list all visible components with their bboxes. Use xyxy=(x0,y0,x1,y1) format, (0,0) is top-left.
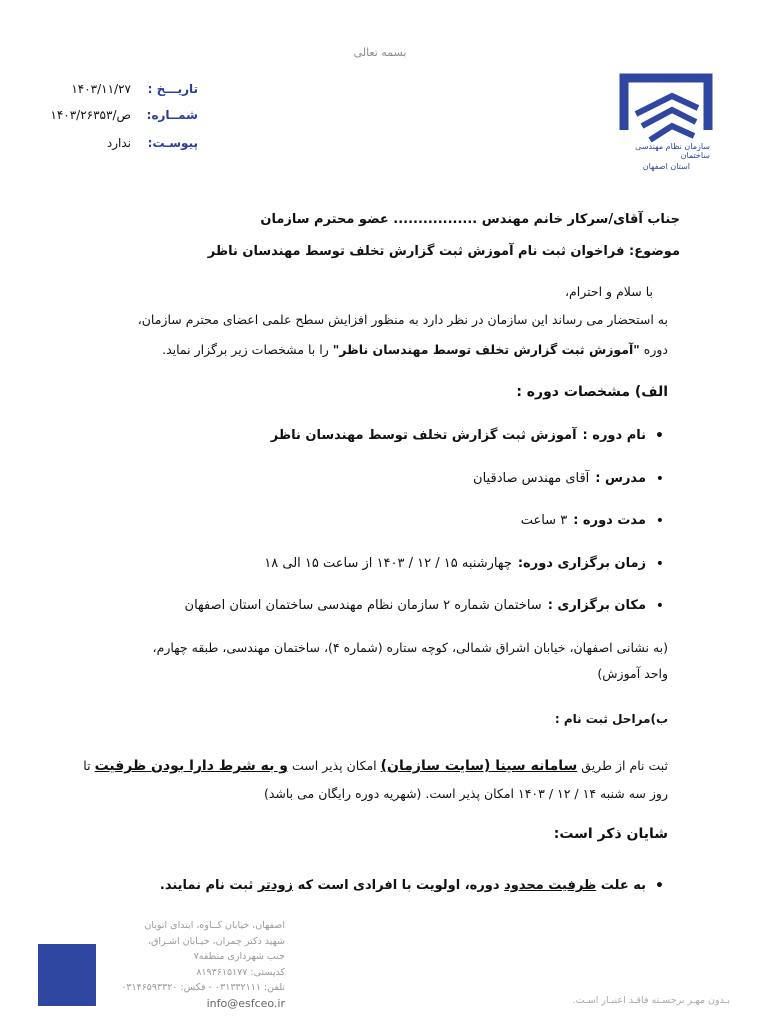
schedule-item xyxy=(264,555,664,572)
registration-mid: امکان پذیر است xyxy=(292,758,377,773)
venue-address-line2: واحد آموزش) xyxy=(597,666,668,681)
organization-logo xyxy=(610,70,720,190)
bullet-icon: • xyxy=(655,878,664,894)
meta-date-value: ۱۴۰۳/۱۱/۲۷ xyxy=(71,82,131,96)
priority-notice xyxy=(159,878,664,894)
capacity-condition: و به شرط دارا بودن ظرفیت xyxy=(94,758,289,774)
bullet-icon: • xyxy=(655,512,664,529)
para2-prefix: دوره xyxy=(643,342,668,357)
course-name-label: نام دوره : xyxy=(582,428,646,443)
duration-value: ۳ ساعت xyxy=(520,513,568,528)
footer-brand-block xyxy=(38,944,96,1006)
meta-number-value: ص/۱۴۰۳/۲۶۳۵۳ xyxy=(50,108,131,122)
instructor-item xyxy=(473,470,664,487)
course-name-item xyxy=(270,427,664,444)
instructor-value: آقای مهندس صادقیان xyxy=(473,471,590,486)
bullet-icon: • xyxy=(655,427,664,444)
duration-item xyxy=(520,512,664,529)
footer-address-line: جنب شهرداری منطقه۷ xyxy=(193,951,285,962)
letter-course-paragraph xyxy=(162,342,668,357)
footer-address xyxy=(100,918,285,1011)
registration-suffix: تا xyxy=(83,758,91,773)
footer-address-line: شهید دکتر چمران، خیـابان اشـراق، xyxy=(147,935,285,947)
footer-phone-fax: تلفن: ۰۳۱۳۳۲۱۱۱ - فکس: ۰۳۱۴۶۵۹۳۳۲۰ xyxy=(121,982,285,993)
notice-limited-capacity: ظرفیت محدود xyxy=(504,878,597,893)
venue-value: ساختمان شماره ۲ سازمان نظام مهندسی ساختمان استان اصفهان xyxy=(184,598,542,613)
bullet-icon: • xyxy=(655,555,664,572)
course-name-value: آموزش ثبت گزارش تخلف توسط مهندسان ناظر xyxy=(270,428,577,443)
registration-line1 xyxy=(83,758,668,774)
letter-addressee: جناب آقای/سرکار خانم مهندس ................. عضو محترم سازمان xyxy=(260,212,680,227)
venue-item xyxy=(184,597,664,614)
meta-date-label: تاریـــخ : xyxy=(147,82,198,96)
bullet-icon: • xyxy=(655,470,664,487)
footer-postal-code: کدپستی: ۸۱۹۳۶۱۵۱۷۷ xyxy=(196,966,285,978)
meta-date-row xyxy=(71,82,198,100)
schedule-label: زمان برگزاری دوره: xyxy=(517,556,646,571)
meta-attachment-row xyxy=(107,136,198,154)
footer-stamp-note: بـدون مهـر برجسـته فاقـد اعتبـار اسـت. xyxy=(572,995,730,1006)
logo-org-name: سازمان نظام مهندسی ساختمان xyxy=(635,142,710,160)
notice-earlier: زودتر xyxy=(257,878,294,893)
meta-attachment-label: پیوسـت: xyxy=(147,136,198,150)
meta-number-label: شمــاره: xyxy=(146,108,198,122)
logo-roof-icon xyxy=(610,70,720,150)
section-a-title: الف) مشخصات دوره : xyxy=(516,384,668,400)
notice-suffix: ثبت نام نمایند. xyxy=(159,878,254,893)
instructor-label: مدرس : xyxy=(595,471,646,486)
notice-prefix: به علت xyxy=(600,878,646,893)
letter-intro-paragraph: به استحضار می رساند این سازمان در نظر دارد به منظور افزایش سطح علمی اعضای محترم سازمان، xyxy=(137,312,668,327)
letter-subject: موضوع: فراخوان ثبت نام آموزش ثبت گزارش تخلف توسط مهندسان ناظر xyxy=(207,244,680,259)
registration-line2: روز سه شنبه ۱۴ / ۱۲ / ۱۴۰۳ امکان پذیر است. (شهریه دوره رایگان می باشد) xyxy=(263,786,668,801)
footer-address-line: اصفهان، خیابان کــاوه، ابتدای اتوبان xyxy=(144,920,285,931)
duration-label: مدت دوره : xyxy=(573,513,646,528)
venue-address-line1: (به نشانی اصفهان، خیابان اشراق شمالی، کوچه ستاره (شماره ۴)، ساختمان مهندسی، طبقه چهارم، xyxy=(152,640,668,655)
notes-title: شایان ذکر است: xyxy=(553,826,668,842)
bismillah-heading: بسمه تعالی xyxy=(353,46,407,59)
section-b-title: ب)مراحل ثبت نام : xyxy=(554,712,668,726)
venue-label: مکان برگزاری : xyxy=(547,598,646,613)
meta-number-row xyxy=(50,108,198,126)
meta-attachment-value: ندارد xyxy=(106,136,131,150)
logo-org-province: استان اصفهان xyxy=(642,162,690,171)
para2-course-title: "آموزش ثبت گزارش تخلف توسط مهندسان ناظر" xyxy=(332,342,640,357)
schedule-value: چهارشنبه ۱۵ / ۱۲ / ۱۴۰۳ از ساعت ۱۵ الی ۱۸ xyxy=(264,556,512,571)
sina-portal-link[interactable]: سامانه سینا (سایت سازمان) xyxy=(380,758,578,774)
registration-prefix: ثبت نام از طریق xyxy=(581,758,668,773)
footer-email[interactable]: info@esfceo.ir xyxy=(206,996,285,1010)
notice-mid: دوره، اولویت با افرادی است که xyxy=(297,878,500,893)
bullet-icon: • xyxy=(655,597,664,614)
para2-suffix: را با مشخصات زیر برگزار نماید. xyxy=(162,342,329,357)
letter-greeting: با سلام و احترام، xyxy=(564,284,653,299)
